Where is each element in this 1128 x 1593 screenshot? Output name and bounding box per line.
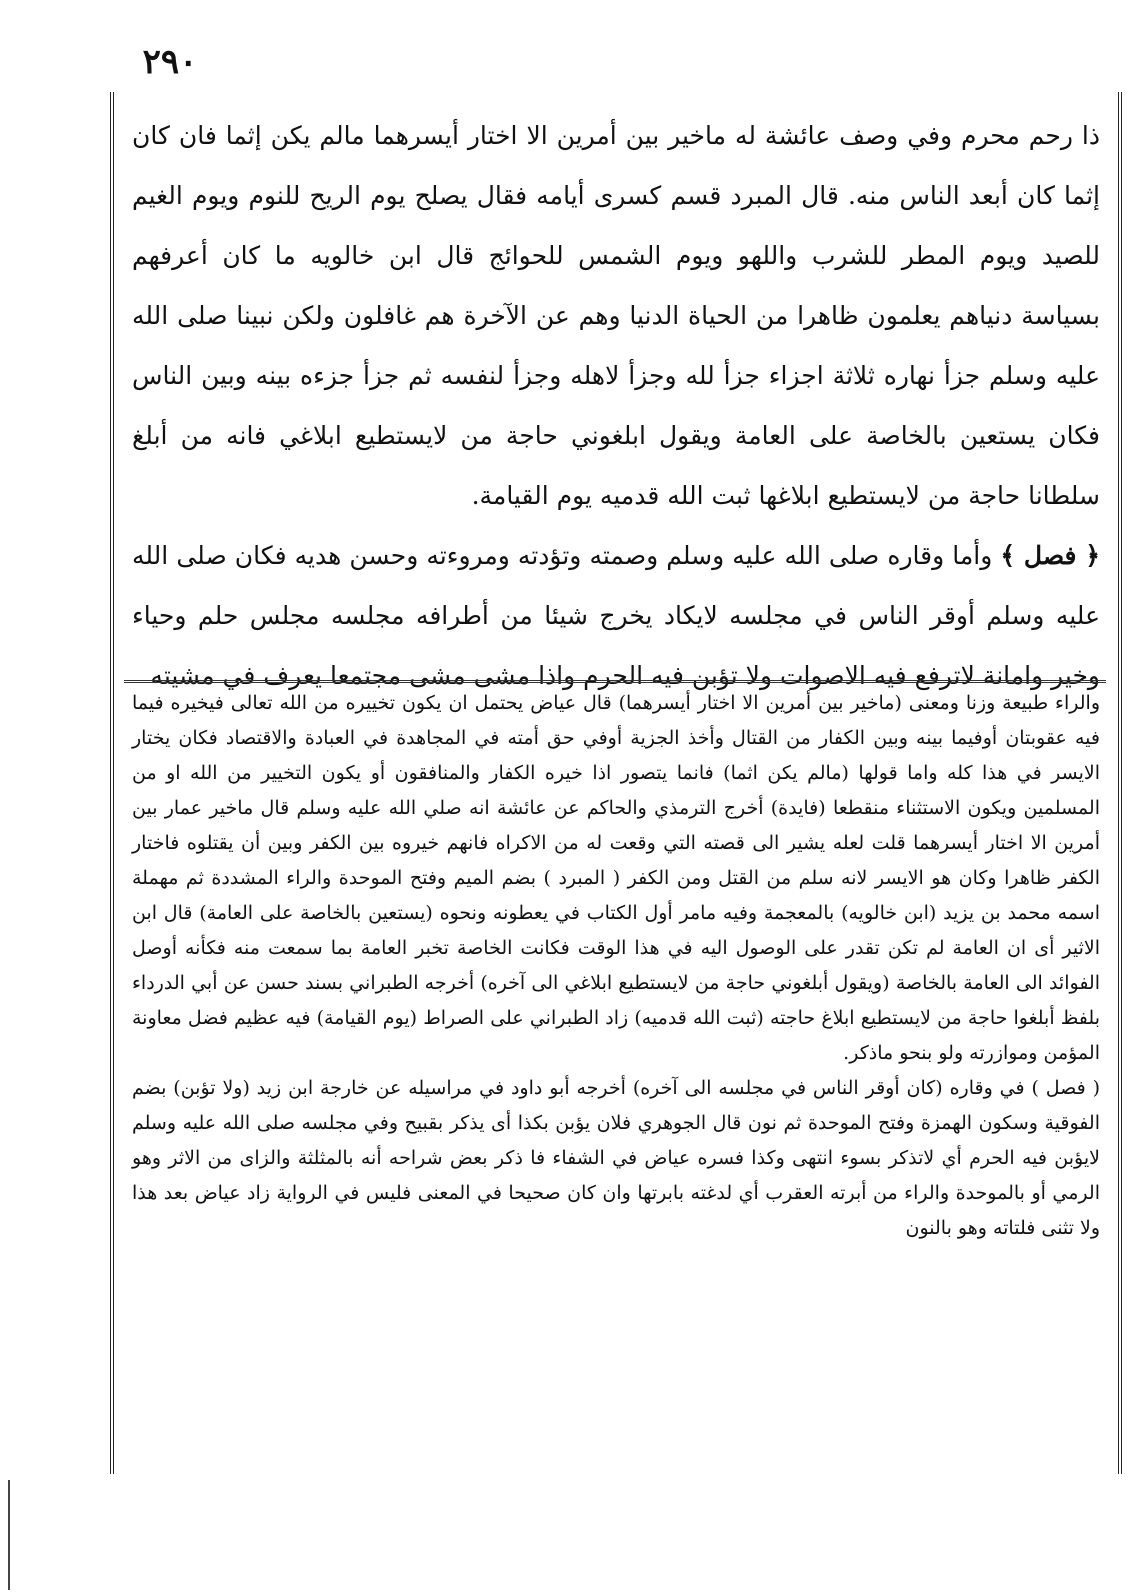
section-label: ﴿ فصل ﴾ (1000, 541, 1100, 570)
main-text-block (132, 106, 1101, 690)
main-paragraph-2 (132, 526, 1100, 706)
commentary-block (132, 686, 1100, 1456)
main-paragraph-2-text: وأما وقاره صلى الله عليه وسلم وصمته وتؤدته ومروءته وحسن هديه فكان صلى الله عليه وسلم أوقر الناس في مجلسه لايكاد يخرج شيئا من أطرافه مجلسه مجلس حلم وحياء وخير وامانة لاترفع فيه الاصوات ولا تؤبن فيه الحرم واذا مشى مشى مجتمعا يعرف في مشيته (132, 541, 1100, 690)
margin-line (8, 1480, 10, 1590)
commentary-divider (124, 680, 1106, 683)
page-number: ٢٩٠ (142, 42, 198, 82)
main-paragraph-1: ذا رحم محرم وفي وصف عائشة له ماخير بين أمرين الا اختار أيسرهما مالم يكن إثما فان كان إثما كان أبعد الناس منه. قال المبرد قسم كسرى أيامه فقال يصلح يوم الريح للنوم ويوم الغيم للصيد ويوم المطر للشرب واللهو ويوم الشمس للحوائج قال ابن خالويه ما كان أعرفهم بسياسة دنياهم يعلمون ظاهرا من الحياة الدنيا وهم عن الآخرة هم غافلون ولكن نبينا صلى الله عليه وسلم جزأ نهاره ثلاثة اجزاء جزأ لله وجزأ لاهله وجزأ لنفسه ثم جزأ جزءه بينه وبين الناس فكان يستعين بالخاصة على العامة ويقول ابلغوني حاجة من لايستطيع ابلاغي فانه من أبلغ سلطانا حاجة من لايستطيع ابلاغها ثبت الله قدميه يوم القيامة. (132, 121, 1101, 510)
commentary-paragraph-2: ( فصل ) في وقاره (كان أوقر الناس في مجلسه الى آخره) أخرجه أبو داود في مراسيله عن خارجة ابن زيد (ولا تؤبن) بضم الفوقية وسكون الهمزة وفتح الموحدة ثم نون قال الجوهري فلان يؤبن بكذا أى يذكر بقبيح وفي مجلسه صلى الله عليه وسلم لايؤبن فيه الحرم أي لاتذكر بسوء انتهى وكذا فسره عياض في الشفاء فا ذكر بعض شراحه أنه بالمثلثة والزاى من الاثر وهو الرمي أو بالموحدة والراء من أبرته العقرب أي لدغته بابرتها وان كان صحيحا في المعنى فليس في الرواية زاد عياض بعد هذا ولا تثنى فلتاته وهو بالنون (132, 1077, 1100, 1239)
commentary-paragraph-1: والراء طبيعة وزنا ومعنى (ماخير بين أمرين الا اختار أيسرهما) قال عياض يحتمل ان يكون تخييره من الله تعالى فيخيره فيما فيه عقوبتان أوفيما بينه وبين الكفار من القتال وأخذ الجزية أوفي حق أمته في المجاهدة في العبادة والاقتصاد فكان يختار الايسر في هذا كله واما قولها (مالم يكن اثما) فانما يتصور اذا خيره الكفار والمنافقون أو يكون التخيير من الله او من المسلمين ويكون الاستثناء منقطعا (فايدة) أخرج الترمذي والحاكم عن عائشة انه صلي الله عليه وسلم قال ماخير عمار بين أمرين الا اختار أيسرهما قلت لعله يشير الى قصته التي وقعت له من الاكراه فانهم خيروه بين الكفر وبين أن يقتلوه فاختار الكفر ظاهرا وكان هو الايسر لانه سلم من القتل ومن الكفر ( المبرد ) بضم الميم وفتح الموحدة والراء المشددة ثم مهملة اسمه محمد بن يزيد (ابن خالويه) بالمعجمة وفيه مامر أول الكتاب في يعطونه ونحوه (يستعين بالخاصة على العامة) قال ابن الاثير أى ان العامة لم تكن تقدر على الوصول اليه في هذا الوقت فكانت الخاصة تخبر العامة بما سمعت منه فكأنه أوصل الفوائد الى العامة بالخاصة (ويقول أبلغوني حاجة من لايستطيع ابلاغي الى آخره) أخرجه الطبراني بسند حسن عن أبي الدرداء بلفظ أبلغوا حاجة من لايستطيع ابلاغ حاجته (ثبت الله قدميه) زاد الطبراني على الصراط (يوم القيامة) فيه عظيم فضل معاونة المؤمن وموازرته ولو بنحو ماذكر. (132, 692, 1100, 1064)
